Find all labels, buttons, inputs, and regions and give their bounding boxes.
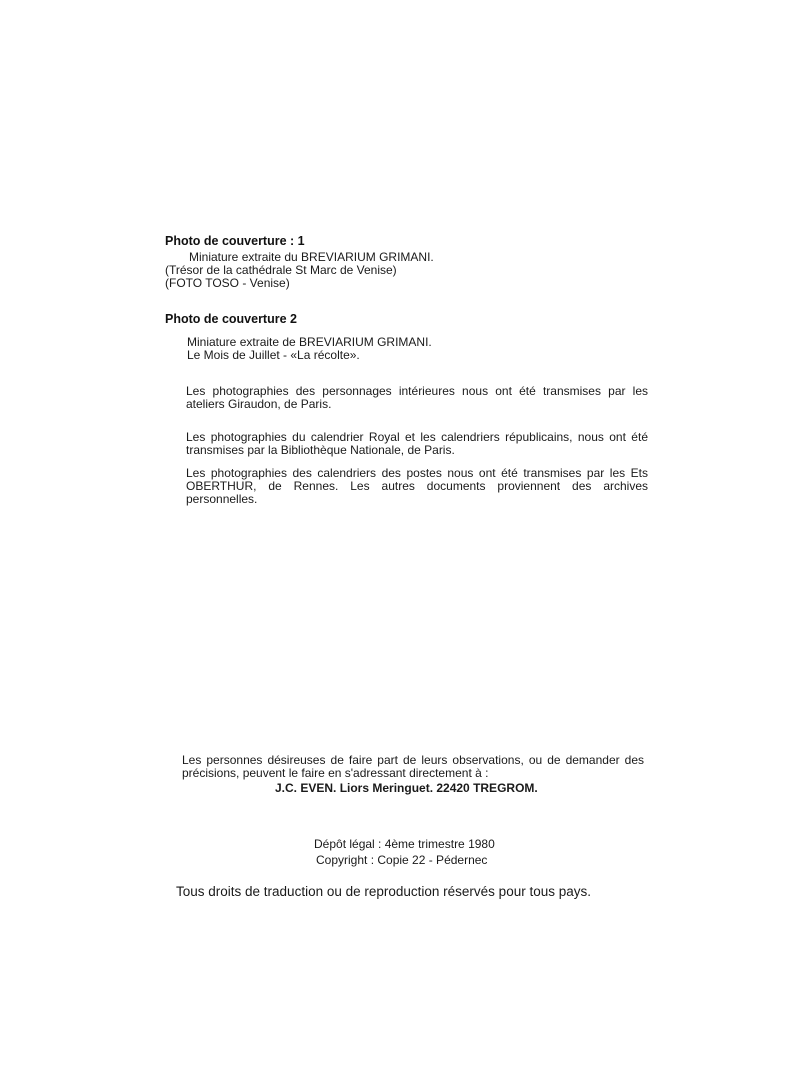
contact-address: J.C. EVEN. Liors Meringuet. 22420 TREGROM.	[275, 781, 538, 795]
cover1-heading: Photo de couverture : 1	[165, 234, 305, 248]
credits-paragraph-giraudon	[186, 385, 648, 411]
cover1-line-2: (Trésor de la cathédrale St Marc de Venise)	[165, 263, 397, 277]
contact-line-2: précisions, peuvent le faire en s'adressant directement à :	[182, 766, 489, 780]
credits-paragraph-oberthur	[186, 467, 648, 506]
contact-line-1: Les personnes désireuses de faire part de leurs observations, ou de demander des	[182, 753, 644, 767]
cover2-line-1: Miniature extraite de BREVIARIUM GRIMANI.	[187, 335, 432, 349]
cover1-line-3: (FOTO TOSO - Venise)	[165, 276, 290, 290]
credits-2-line-2: transmises par la Bibliothèque Nationale, de Paris.	[186, 443, 455, 457]
credits-1-line-1: Les photographies des personnages intérieures nous ont été transmises par les	[186, 384, 648, 398]
credits-2-line-1: Les photographies du calendrier Royal et les calendriers républicains, nous ont été	[186, 430, 648, 444]
rights-notice: Tous droits de traduction ou de reproduction réservés pour tous pays.	[176, 884, 591, 899]
cover2-line-2: Le Mois de Juillet - «La récolte».	[187, 348, 360, 362]
credits-1-line-2: ateliers Giraudon, de Paris.	[186, 397, 332, 411]
contact-paragraph	[182, 754, 644, 780]
cover2-heading: Photo de couverture 2	[165, 312, 297, 326]
credits-3-line-1: Les photographies des calendriers des postes nous ont été transmises par les Ets	[186, 466, 648, 480]
credits-paragraph-bibliotheque	[186, 431, 648, 457]
credits-3-line-3: personnelles.	[186, 492, 258, 506]
credits-3-line-2: OBERTHUR, de Rennes. Les autres documents proviennent des archives	[186, 479, 648, 493]
depot-legal: Dépôt légal : 4ème trimestre 1980	[314, 837, 495, 851]
cover1-line-1: Miniature extraite du BREVIARIUM GRIMANI.	[189, 250, 434, 264]
copyright-line: Copyright : Copie 22 - Pédernec	[316, 853, 488, 867]
